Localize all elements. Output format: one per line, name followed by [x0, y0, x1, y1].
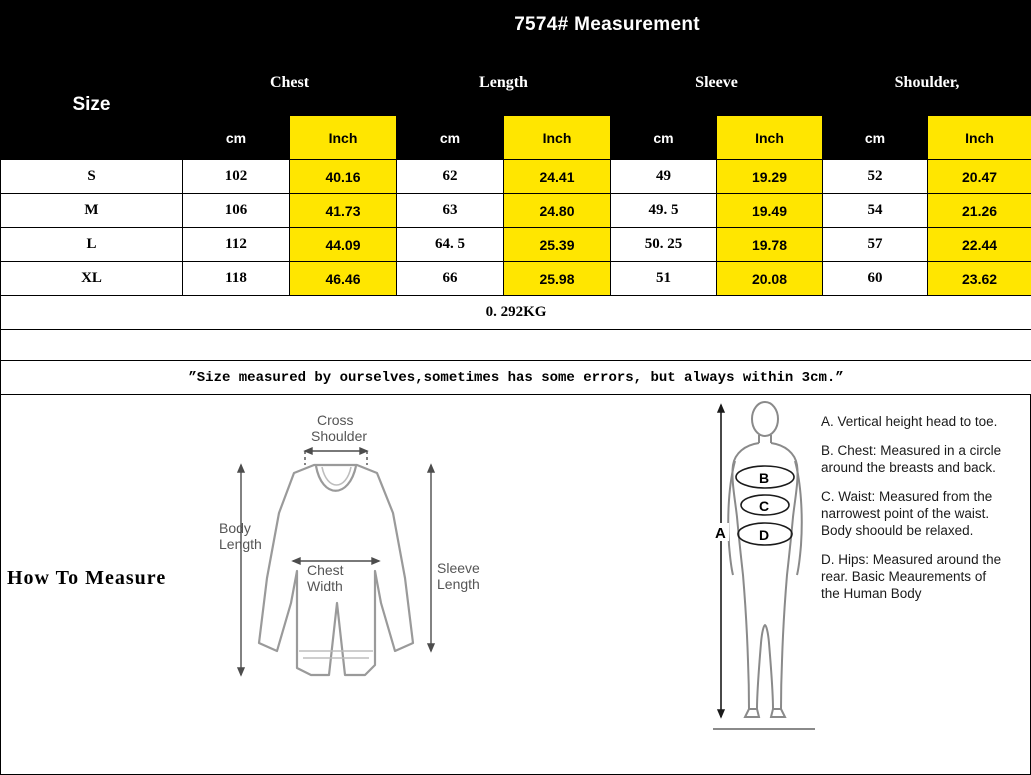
- cell-shoulder-inch: 22.44: [928, 228, 1031, 262]
- table-row: [1, 262, 1031, 296]
- unit-shoulder-inch: Inch: [928, 116, 1031, 160]
- cell-chest-inch: 41.73: [290, 194, 397, 228]
- cell-chest-inch: 40.16: [290, 160, 397, 194]
- cell-sleeve-inch: 19.29: [717, 160, 823, 194]
- body-label-a: A: [715, 525, 726, 542]
- size-header: Size: [1, 50, 183, 160]
- unit-shoulder-cm: cm: [823, 116, 928, 160]
- cell-chest-cm: 118: [183, 262, 290, 296]
- garment-svg: [219, 403, 509, 703]
- group-header-sleeve: Sleeve: [611, 50, 823, 116]
- cell-length-inch: 24.80: [504, 194, 611, 228]
- cell-shoulder-inch: 21.26: [928, 194, 1031, 228]
- table-row: [1, 228, 1031, 262]
- label-body-length-line2: Length: [219, 536, 262, 552]
- label-body-length-line1: Body: [219, 520, 251, 536]
- row-size-label: M: [1, 194, 183, 228]
- note-row: [1, 361, 1031, 395]
- measurement-descriptions: [821, 413, 1006, 614]
- label-sleeve-length-line2: Length: [437, 576, 480, 592]
- table-row: [1, 160, 1031, 194]
- weight-value: 0. 292KG: [1, 296, 1031, 330]
- description-c: C. Waist: Measured from the narrowest point of the waist. Body shoould be relaxed.: [821, 488, 1006, 539]
- cell-length-inch: 25.98: [504, 262, 611, 296]
- label-chest-width-line1: Chest: [307, 562, 344, 578]
- measurement-note: ”Size measured by ourselves,sometimes has some errors, but always within 3cm.”: [1, 361, 1031, 395]
- label-sleeve-length-line1: Sleeve: [437, 560, 480, 576]
- cell-shoulder-inch: 23.62: [928, 262, 1031, 296]
- cell-sleeve-inch: 19.49: [717, 194, 823, 228]
- cell-shoulder-cm: 54: [823, 194, 928, 228]
- body-label-d: D: [759, 527, 769, 543]
- garment-diagram: [219, 403, 509, 708]
- table-title: 7574# Measurement: [183, 1, 1031, 50]
- description-a: A. Vertical height head to toe.: [821, 413, 1006, 430]
- description-b: B. Chest: Measured in a circle around the breasts and back.: [821, 442, 1006, 476]
- title-corner-cell: [1, 1, 183, 50]
- table-title-row: [1, 1, 1031, 50]
- cell-shoulder-inch: 20.47: [928, 160, 1031, 194]
- cell-chest-inch: 44.09: [290, 228, 397, 262]
- cell-chest-cm: 112: [183, 228, 290, 262]
- cell-shoulder-cm: 57: [823, 228, 928, 262]
- unit-chest-inch: Inch: [290, 116, 397, 160]
- cell-length-cm: 63: [397, 194, 504, 228]
- cell-length-cm: 64. 5: [397, 228, 504, 262]
- group-header-shoulder: Shoulder,: [823, 50, 1031, 116]
- row-size-label: XL: [1, 262, 183, 296]
- row-size-label: S: [1, 160, 183, 194]
- cell-shoulder-cm: 60: [823, 262, 928, 296]
- blank-cell: [1, 330, 1031, 361]
- cell-shoulder-cm: 52: [823, 160, 928, 194]
- cell-chest-inch: 46.46: [290, 262, 397, 296]
- label-cross-shoulder-line1: Cross: [317, 412, 354, 428]
- body-diagram: [707, 399, 817, 744]
- cell-sleeve-inch: 19.78: [717, 228, 823, 262]
- table-row: [1, 194, 1031, 228]
- cell-sleeve-cm: 49. 5: [611, 194, 717, 228]
- cell-sleeve-inch: 20.08: [717, 262, 823, 296]
- body-svg: [707, 399, 817, 739]
- cell-length-inch: 24.41: [504, 160, 611, 194]
- cell-length-cm: 62: [397, 160, 504, 194]
- row-size-label: L: [1, 228, 183, 262]
- weight-row: [1, 296, 1031, 330]
- unit-sleeve-cm: cm: [611, 116, 717, 160]
- body-label-c: C: [759, 498, 769, 514]
- unit-chest-cm: cm: [183, 116, 290, 160]
- group-header-chest: Chest: [183, 50, 397, 116]
- group-header-row: [1, 50, 1031, 116]
- cell-sleeve-cm: 49: [611, 160, 717, 194]
- cell-length-inch: 25.39: [504, 228, 611, 262]
- unit-length-cm: cm: [397, 116, 504, 160]
- blank-row: [1, 330, 1031, 361]
- description-d: D. Hips: Measured around the rear. Basic Meaurements of the Human Body: [821, 551, 1006, 602]
- label-chest-width-line2: Width: [307, 578, 343, 594]
- cell-sleeve-cm: 51: [611, 262, 717, 296]
- label-cross-shoulder-line2: Shoulder: [311, 428, 367, 444]
- group-header-length: Length: [397, 50, 611, 116]
- how-to-measure-panel: [0, 395, 1031, 775]
- cell-chest-cm: 106: [183, 194, 290, 228]
- how-to-measure-title: How To Measure: [7, 567, 166, 590]
- body-label-b: B: [759, 470, 769, 486]
- unit-length-inch: Inch: [504, 116, 611, 160]
- cell-sleeve-cm: 50. 25: [611, 228, 717, 262]
- cell-chest-cm: 102: [183, 160, 290, 194]
- unit-sleeve-inch: Inch: [717, 116, 823, 160]
- cell-length-cm: 66: [397, 262, 504, 296]
